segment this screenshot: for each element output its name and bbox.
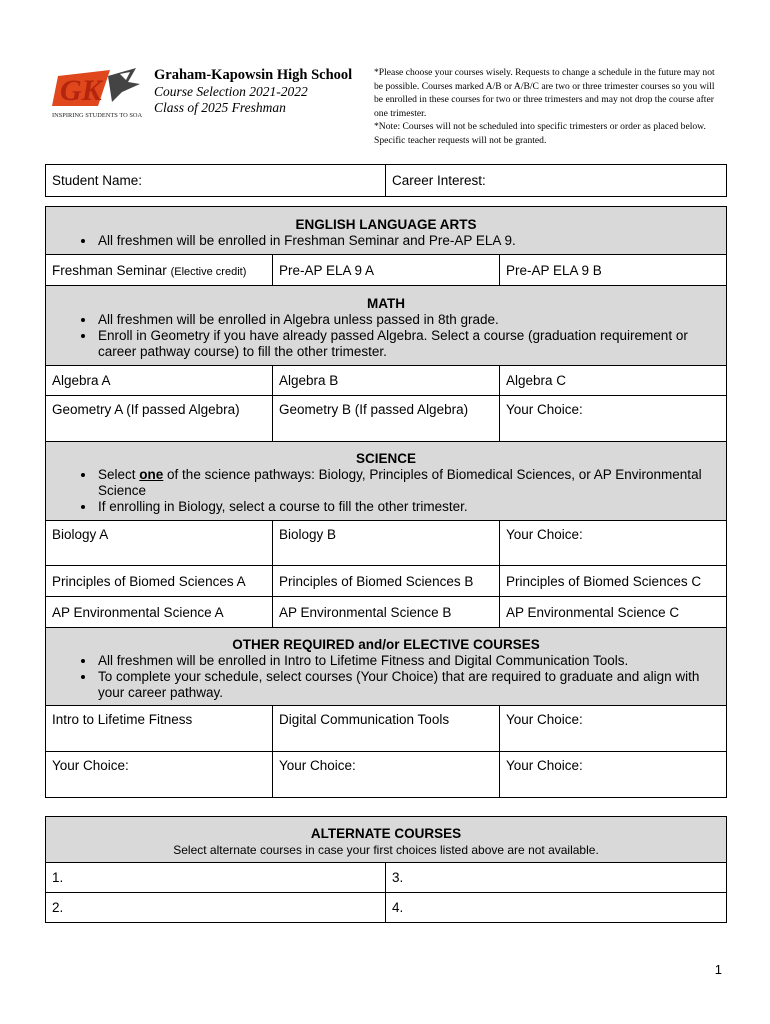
emphasis-one: one xyxy=(139,467,164,482)
course-lifetime-fitness[interactable]: Intro to Lifetime Fitness xyxy=(46,706,273,752)
course-ap-env-sci-b[interactable]: AP Environmental Science B xyxy=(273,597,500,628)
math-section-header xyxy=(46,286,727,366)
science-title: SCIENCE xyxy=(355,451,416,466)
student-name-field[interactable]: Student Name: xyxy=(46,165,386,197)
course-digital-communication-tools[interactable]: Digital Communication Tools xyxy=(273,706,500,752)
note-scheduling: *Note: Courses will not be scheduled into specific trimesters or order as placed below. Specific teacher requests will not be granted. xyxy=(374,121,706,146)
alternate-course-field-1[interactable]: 1. xyxy=(46,863,386,893)
alternate-title: ALTERNATE COURSES xyxy=(310,825,462,841)
course-ap-env-sci-a[interactable]: AP Environmental Science A xyxy=(46,597,273,628)
other-section-header xyxy=(46,628,727,706)
course-algebra-b[interactable]: Algebra B xyxy=(273,366,500,396)
alternate-subtitle: Select alternate courses in case your first choices listed above are not available. xyxy=(173,842,599,857)
ela-section-header xyxy=(46,207,727,255)
other-bullet: • To complete your schedule, select courses (Your Choice) that are required to graduate and align with your career pathway. xyxy=(96,669,716,701)
course-selection-table xyxy=(45,206,727,798)
alternate-courses-table xyxy=(45,816,727,923)
course-algebra-a[interactable]: Algebra A xyxy=(46,366,273,396)
math-bullet: • All freshmen will be enrolled in Algebra unless passed in 8th grade. xyxy=(96,312,716,328)
science-bullet-text: of the science pathways: Biology, Principles of Biomedical Sciences, or AP Environmental Science xyxy=(98,467,702,498)
math-title: MATH xyxy=(367,295,405,311)
course-selection-year: Course Selection 2021-2022 xyxy=(154,84,308,99)
course-geometry-b[interactable]: Geometry B (If passed Algebra) xyxy=(273,396,500,442)
page-number: 1 xyxy=(714,962,722,977)
instructions-notes xyxy=(374,66,724,147)
course-pre-ap-ela-9b[interactable]: Pre-AP ELA 9 B xyxy=(500,255,727,286)
school-name: Graham-Kapowsin High School xyxy=(154,67,353,83)
ela-bullets xyxy=(56,233,716,249)
course-biology-b[interactable]: Biology B xyxy=(273,521,500,566)
class-of: Class of 2025 Freshman xyxy=(154,100,286,115)
school-logo xyxy=(50,62,142,120)
ela-bullet: • All freshmen will be enrolled in Freshman Seminar and Pre-AP ELA 9. xyxy=(96,233,716,249)
school-info xyxy=(154,66,352,116)
alternate-course-field-4[interactable]: 4. xyxy=(386,893,727,923)
course-ap-env-sci-c[interactable]: AP Environmental Science C xyxy=(500,597,727,628)
other-your-choice-field[interactable]: Your Choice: xyxy=(500,752,727,798)
course-pre-ap-ela-9a[interactable]: Pre-AP ELA 9 A xyxy=(273,255,500,286)
career-interest-field[interactable]: Career Interest: xyxy=(386,165,727,197)
science-bullet: • If enrolling in Biology, select a course to fill the other trimester. xyxy=(96,499,716,515)
alternate-section-header xyxy=(46,817,727,863)
math-bullet: • Enroll in Geometry if you have already passed Algebra. Select a course (graduation requirement or career pathway course) to fill the other trimester. xyxy=(96,328,716,360)
ela-title: ENGLISH LANGUAGE ARTS xyxy=(295,216,477,232)
other-your-choice-field[interactable]: Your Choice: xyxy=(500,706,727,752)
course-biomed-c[interactable]: Principles of Biomed Sciences C xyxy=(500,566,727,597)
course-name: Freshman Seminar xyxy=(52,262,167,278)
logo-letters: GK xyxy=(60,74,102,107)
course-algebra-c[interactable]: Algebra C xyxy=(500,366,727,396)
course-freshman-seminar[interactable] xyxy=(46,255,273,286)
alternate-course-field-3[interactable]: 3. xyxy=(386,863,727,893)
science-section-header xyxy=(46,442,727,521)
student-info-table xyxy=(45,164,727,197)
logo-tagline: INSPIRING STUDENTS TO SOAR xyxy=(52,112,142,119)
science-your-choice-field[interactable]: Your Choice: xyxy=(500,521,727,566)
other-bullet: • All freshmen will be enrolled in Intro to Lifetime Fitness and Digital Communication Tools. xyxy=(96,653,716,669)
other-your-choice-field[interactable]: Your Choice: xyxy=(273,752,500,798)
math-your-choice-field[interactable]: Your Choice: xyxy=(500,396,727,442)
alternate-course-field-2[interactable]: 2. xyxy=(46,893,386,923)
other-bullets xyxy=(56,653,716,701)
science-bullets xyxy=(56,467,716,515)
course-biology-a[interactable]: Biology A xyxy=(46,521,273,566)
science-bullet xyxy=(96,467,716,499)
course-geometry-a[interactable]: Geometry A (If passed Algebra) xyxy=(46,396,273,442)
elective-credit-note: (Elective credit) xyxy=(170,265,247,278)
science-bullet-text: Select xyxy=(98,467,140,482)
course-biomed-a[interactable]: Principles of Biomed Sciences A xyxy=(46,566,273,597)
course-biomed-b[interactable]: Principles of Biomed Sciences B xyxy=(273,566,500,597)
other-title: OTHER REQUIRED and/or ELECTIVE COURSES xyxy=(232,636,540,652)
other-your-choice-field[interactable]: Your Choice: xyxy=(46,752,273,798)
math-bullets xyxy=(56,312,716,360)
note-choose-wisely: *Please choose your courses wisely. Requests to change a schedule in the future may not be possible. Courses marked A/B or A/B/C are two or three trimester courses so you will be enrolled in these courses for two or three trimesters and may not drop the course after one trimester. xyxy=(374,67,715,119)
